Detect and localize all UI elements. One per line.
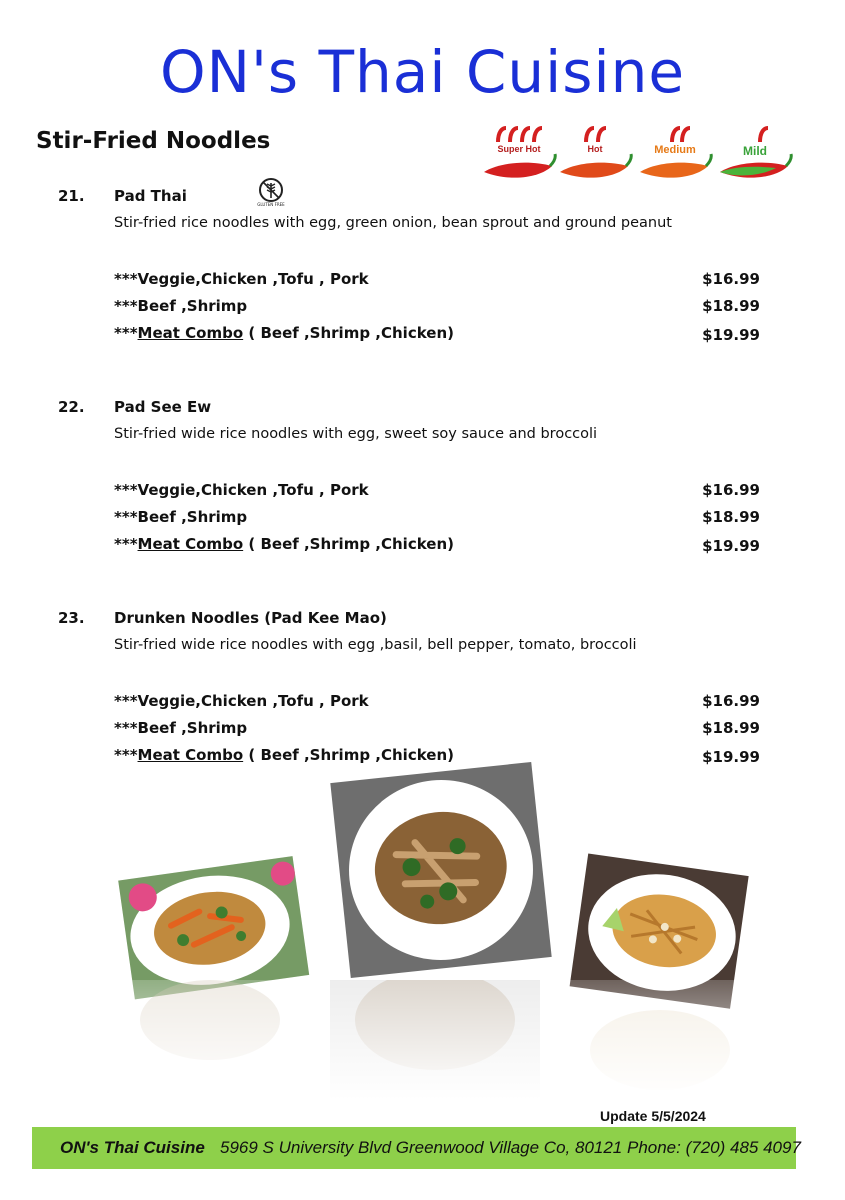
section-title: Stir-Fried Noodles (36, 128, 271, 154)
spice-label: Mild (743, 144, 767, 158)
footer-bar (32, 1127, 801, 1169)
price: $18.99 (702, 297, 760, 315)
price-option: ***Meat Combo ( Beef ,Shrimp ,Chicken) $19.99 (114, 324, 760, 344)
item-name: Drunken Noodles (Pad Kee Mao) (114, 609, 387, 627)
price: $16.99 (702, 692, 760, 710)
item-name: Pad See Ew (114, 398, 212, 416)
price: $19.99 (702, 326, 760, 344)
item-description: Stir-fried rice noodles with egg, green onion, bean sprout and ground peanut (114, 215, 672, 231)
gluten-free-icon (256, 177, 286, 207)
item-number: 23. (58, 609, 85, 627)
price-option: ***Meat Combo ( Beef ,Shrimp ,Chicken) $19.99 (114, 746, 760, 766)
spice-hot (556, 122, 634, 188)
footer-address: 5969 S University Blvd Greenwood Village Co, 80121 Phone: (720) 485 4097 (220, 1138, 801, 1157)
price: $19.99 (702, 748, 760, 766)
spice-mild (716, 122, 794, 188)
price: $16.99 (702, 270, 760, 288)
item-description: Stir-fried wide rice noodles with egg ,basil, bell pepper, tomato, broccoli (114, 637, 637, 653)
item-number: 21. (58, 187, 85, 205)
chili-pepper-icon (556, 122, 634, 188)
item-number: 22. (58, 398, 85, 416)
price-option: ***Beef ,Shrimp $18.99 (114, 719, 760, 737)
spice-super-hot (480, 122, 558, 188)
restaurant-title: ON's Thai Cuisine (159, 38, 686, 106)
spice-medium (636, 122, 714, 188)
gluten-free-label: GLUTEN FREE (257, 202, 285, 207)
price: $18.99 (702, 508, 760, 526)
price-option: ***Veggie,Chicken ,Tofu , Pork $16.99 (114, 481, 760, 499)
price-option: ***Beef ,Shrimp $18.99 (114, 297, 760, 315)
price: $16.99 (702, 481, 760, 499)
price-option: ***Meat Combo ( Beef ,Shrimp ,Chicken) $19.99 (114, 535, 760, 555)
price: $19.99 (702, 537, 760, 555)
photo-reflection (120, 980, 760, 1100)
item-description: Stir-fried wide rice noodles with egg, sweet soy sauce and broccoli (114, 426, 598, 442)
chili-pepper-icon (480, 122, 558, 188)
pad-see-ew-photo (328, 760, 554, 980)
price-option: ***Veggie,Chicken ,Tofu , Pork $16.99 (114, 270, 760, 288)
update-date: Update 5/5/2024 (600, 1108, 706, 1124)
price-option: ***Veggie,Chicken ,Tofu , Pork $16.99 (114, 692, 760, 710)
price: $18.99 (702, 719, 760, 737)
price-option: ***Beef ,Shrimp $18.99 (114, 508, 760, 526)
spice-label: Hot (587, 144, 603, 154)
spice-label: Medium (654, 144, 696, 156)
footer-restaurant-name: ON's Thai Cuisine (60, 1138, 205, 1157)
spice-label: Super Hot (497, 144, 541, 154)
item-name: Pad Thai (114, 187, 187, 205)
